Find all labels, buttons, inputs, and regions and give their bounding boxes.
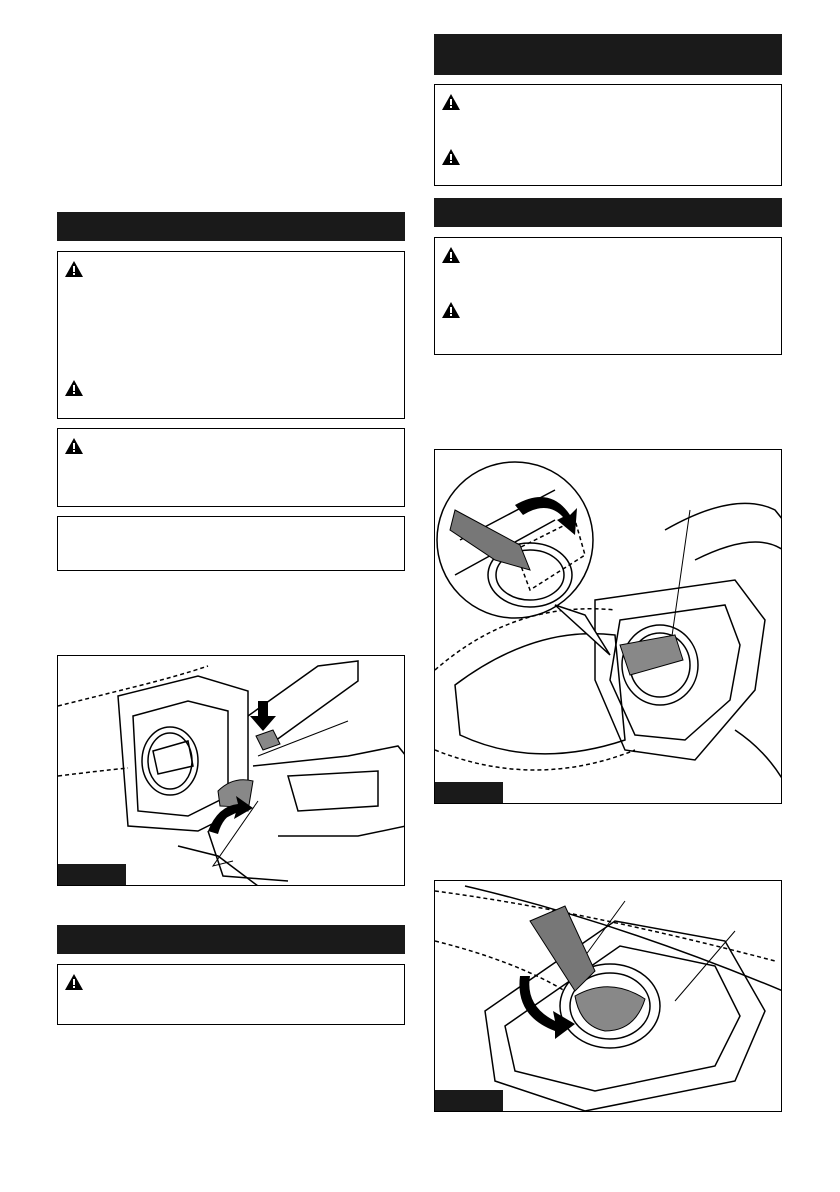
warning-box xyxy=(434,84,782,186)
figure-label-tag xyxy=(435,1090,503,1112)
warning-icon xyxy=(65,380,83,396)
section-header-bar xyxy=(434,198,782,227)
warning-icon xyxy=(65,438,83,454)
figure-lever-turn-illustration xyxy=(435,881,782,1112)
figure-label-tag xyxy=(435,782,503,804)
section-header-bar xyxy=(57,925,405,954)
warning-box xyxy=(57,964,405,1025)
warning-icon xyxy=(442,302,460,318)
warning-icon xyxy=(442,149,460,165)
figure-label-tag xyxy=(58,864,126,886)
figure-lever-turn xyxy=(434,880,782,1112)
section-header-bar xyxy=(57,212,405,241)
warning-icon xyxy=(442,94,460,110)
caution-box xyxy=(57,428,405,507)
warning-icon xyxy=(65,261,83,277)
figure-switch xyxy=(57,655,405,886)
figure-switch-illustration xyxy=(58,656,405,886)
note-box xyxy=(57,516,405,571)
figure-lever-open xyxy=(434,449,782,804)
warning-box xyxy=(57,251,405,419)
figure-lever-open-illustration xyxy=(435,450,782,804)
warning-icon xyxy=(442,247,460,263)
section-header-bar xyxy=(434,34,782,75)
warning-icon xyxy=(65,974,83,990)
warning-box xyxy=(434,237,782,355)
